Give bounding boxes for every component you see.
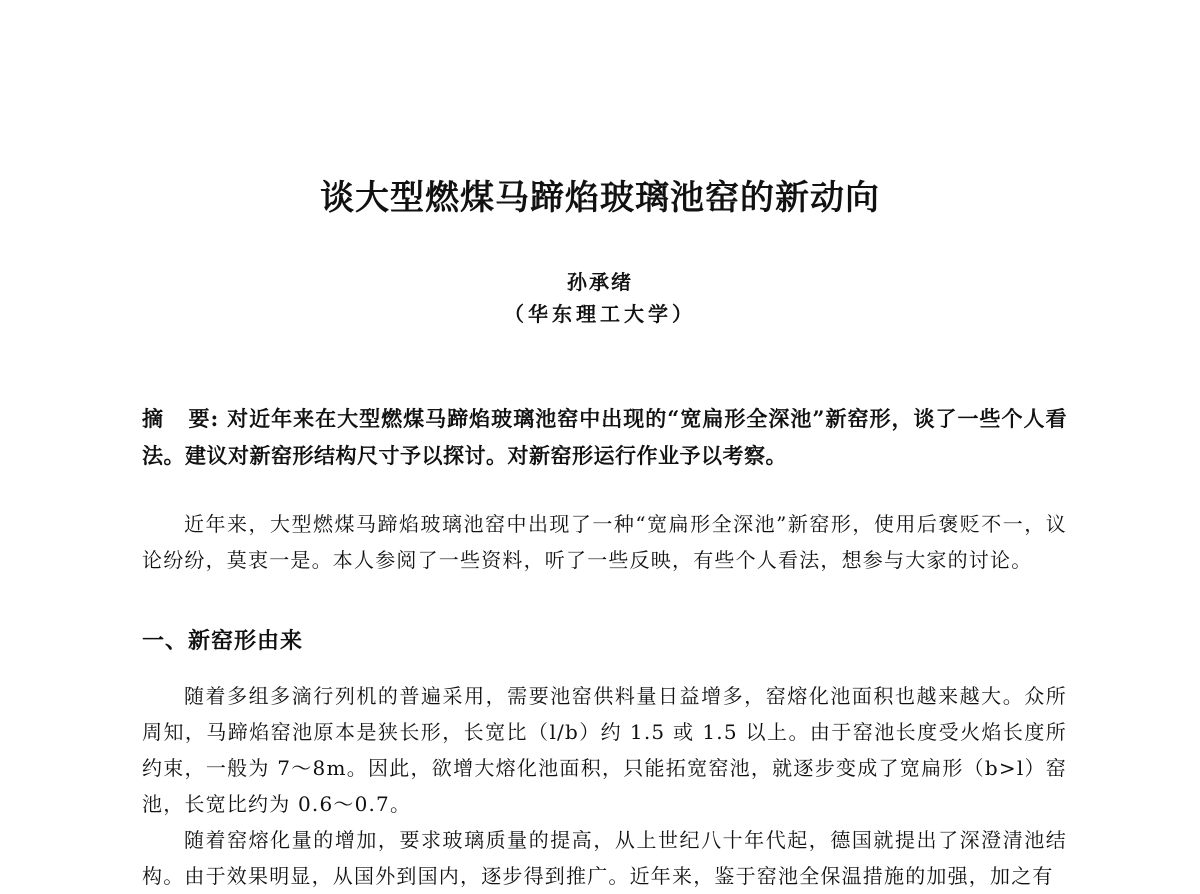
abstract-text: 对近年来在大型燃煤马蹄焰玻璃池窑中出现的“宽扁形全深池”新窑形，谈了一些个人看法。建议对新窑形结构尺寸予以探讨。对新窑形运行作业予以考察。 bbox=[142, 406, 1068, 468]
section1-paragraph-1: 随着多组多滴行列机的普遍采用，需要池窑供料量日益增多，窑熔化池面积也越来越大。众所周知，马蹄焰窑池原本是狭长形，长宽比（l/b）约 1.5 或 1.5 以上。由于窑池长度受火焰长度所约束，一般为 7～8m。因此，欲增大熔化池面积，只能拓宽窑池，就逐步变成了宽扁形（b>l）窑池，长宽比约为 0.6～0.7。 bbox=[142, 684, 1067, 816]
abstract bbox=[142, 400, 1067, 474]
section1-body bbox=[142, 678, 1067, 894]
abstract-label-part1: 摘 bbox=[142, 406, 165, 431]
abstract-label bbox=[142, 406, 219, 431]
section1-paragraph-2: 随着窑熔化量的增加，要求玻璃质量的提高，从上世纪八十年代起，德国就提出了深澄清池结构。由于效果明显，从国外到国内，逐步得到推广。近年来，鉴于窑池全保温措施的加强，加之有 bbox=[142, 828, 1067, 888]
author-affiliation: （华东理工大学） bbox=[504, 302, 696, 326]
intro-paragraph: 近年来，大型燃煤马蹄焰玻璃池窑中出现了一种“宽扁形全深池”新窑形，使用后褒贬不一，议论纷纷，莫衷一是。本人参阅了一些资料，听了一些反映，有些个人看法，想参与大家的讨论。 bbox=[142, 512, 1067, 572]
section-heading: 一、新窑形由来 bbox=[142, 629, 304, 654]
intro-section bbox=[142, 506, 1067, 578]
abstract-label-part2: 要: bbox=[188, 406, 219, 431]
author-name: 孙承绪 bbox=[567, 270, 633, 294]
paper-title: 谈大型燃煤马蹄焰玻璃池窑的新动向 bbox=[320, 178, 880, 218]
